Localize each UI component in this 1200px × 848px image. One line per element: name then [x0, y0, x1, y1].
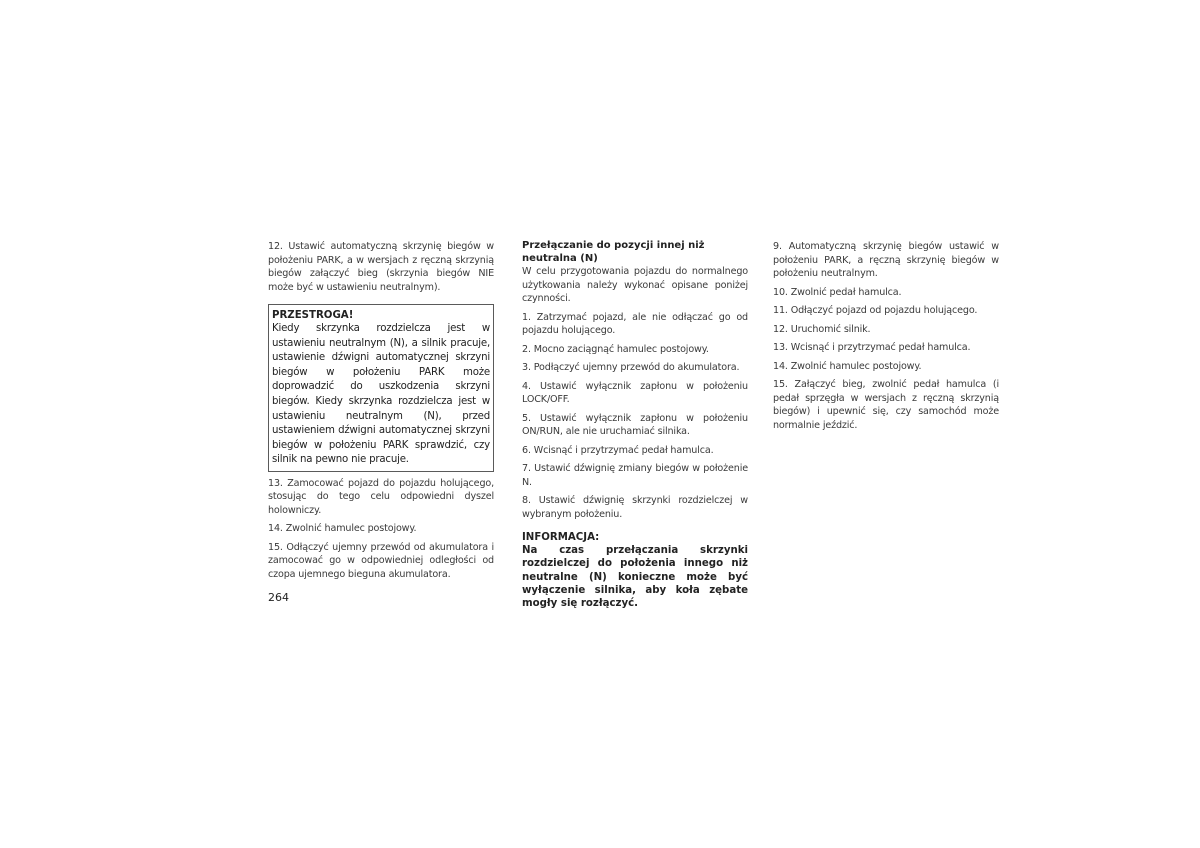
column-left: [268, 240, 494, 586]
step-13b-paragraph: 13. Wcisnąć i przytrzymać pedał hamulca.: [773, 342, 971, 353]
step-6-paragraph: 6. Wcisnąć i przytrzymać pedał hamulca.: [522, 444, 714, 456]
info-text: Na czas przełączania skrzynki rozdzielczej do położenia innego niż neutralne (N) konieczne może być wyłączenie silnika, aby koła zębate mogły się rozłączyć.: [522, 545, 748, 610]
step-4-paragraph: 4. Ustawić wyłącznik zapłonu w położeniu LOCK/OFF.: [522, 380, 748, 405]
step-5-paragraph: 5. Ustawić wyłącznik zapłonu w położeniu ON/RUN, ale nie uruchamiać silnika.: [522, 412, 748, 437]
step-10-paragraph: 10. Zwolnić pedał hamulca.: [773, 286, 902, 298]
warning-text: Kiedy skrzynka rozdzielcza jest w ustawieniu neutralnym (N), a silnik pracuje, ustawienie dźwigni automatycznej skrzyni biegów w położeniu PARK może doprowadzić do uszkodzenia skrzyni biegów. Kiedy skrzynka rozdzielcza jest w ustawieniu neutralnym (N), przed ustawieniem dźwigni automatycznej skrzyni biegów w położeniu PARK sprawdzić, czy silnik na pewno nie pracuje.: [272, 323, 490, 466]
column-middle: [522, 240, 748, 610]
section-heading: Przełączanie do pozycji innej niż neutralna (N): [522, 240, 705, 264]
step-1-paragraph: 1. Zatrzymać pojazd, ale nie odłączać go od pojazdu holującego.: [522, 311, 748, 336]
step-8-paragraph: 8. Ustawić dźwignię skrzynki rozdzielczej w wybranym położeniu.: [522, 495, 748, 520]
step-15-paragraph: 15. Odłączyć ujemny przewód od akumulatora i zamocować go w odpowiedniej odległości od czopa ujemnego bieguna akumulatora.: [268, 541, 494, 580]
page-number: 264: [268, 591, 289, 604]
step-12b-paragraph: 12. Uruchomić silnik.: [773, 323, 871, 335]
info-title: INFORMACJA:: [522, 532, 600, 543]
step-15b-paragraph: 15. Załączyć bieg, zwolnić pedał hamulca (i pedał sprzęgła w wersjach z ręczną skrzynią biegów) i upewnić się, czy samochód może normalnie jeździć.: [773, 379, 999, 431]
step-11-paragraph: 11. Odłączyć pojazd od pojazdu holującego.: [773, 305, 978, 316]
step-12-paragraph: 12. Ustawić automatyczną skrzynię biegów w położeniu PARK, a w wersjach z ręczną skrzynią biegów załączyć bieg (skrzynia biegów NIE może być w ustawieniu neutralnym).: [268, 241, 494, 293]
section-intro: W celu przygotowania pojazdu do normalnego użytkowania należy wykonać opisane poniżej czynności.: [522, 266, 748, 304]
step-7-paragraph: 7. Ustawić dźwignię zmiany biegów w położenie N.: [522, 463, 748, 488]
warning-title: PRZESTROGA!: [272, 310, 354, 321]
step-2-paragraph: 2. Mocno zaciągnąć hamulec postojowy.: [522, 343, 709, 355]
warning-box: [268, 304, 494, 472]
step-3-paragraph: 3. Podłączyć ujemny przewód do akumulatora.: [522, 362, 740, 373]
step-14b-paragraph: 14. Zwolnić hamulec postojowy.: [773, 360, 922, 372]
column-right: [773, 240, 999, 437]
step-14-paragraph: 14. Zwolnić hamulec postojowy.: [268, 523, 417, 535]
step-13-paragraph: 13. Zamocować pojazd do pojazdu holującego, stosując do tego celu odpowiedni dyszel holowniczy.: [268, 477, 494, 516]
step-9-paragraph: 9. Automatyczną skrzynię biegów ustawić w położeniu PARK, a ręczną skrzynię biegów w położeniu neutralnym.: [773, 241, 999, 279]
